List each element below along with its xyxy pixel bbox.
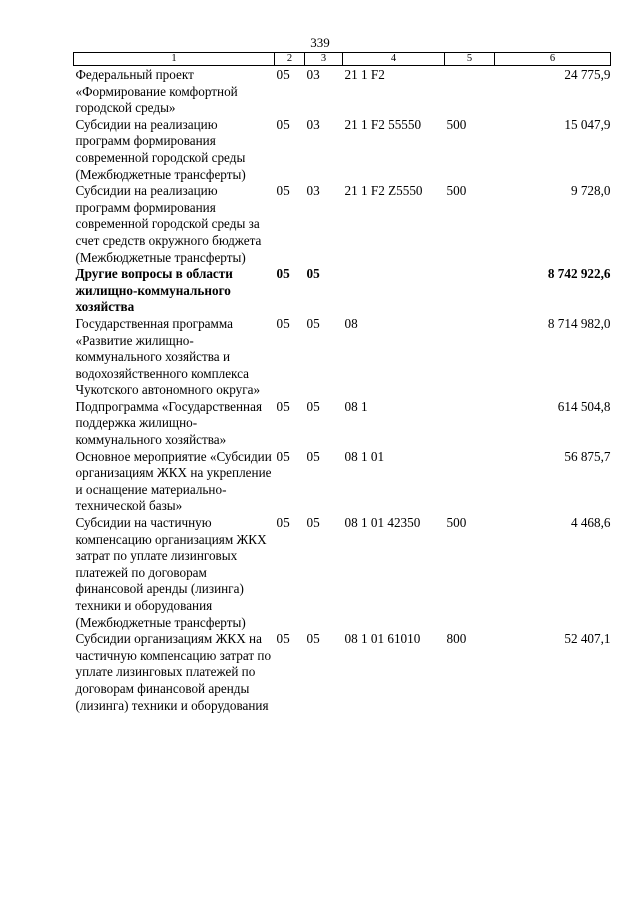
row-expense-type: 500 (446, 183, 467, 199)
table-row (74, 117, 611, 183)
table-row (74, 66, 611, 117)
table-body (74, 66, 611, 715)
row-section: 05 (276, 67, 290, 82)
row-section: 05 (276, 515, 290, 531)
row-subsection: 03 (306, 67, 320, 82)
table-row-bold (74, 266, 611, 316)
row-subsection: 05 (306, 448, 320, 464)
row-subsection: 03 (306, 183, 320, 199)
row-target-code: 08 1 (344, 398, 368, 414)
row-expense-type (445, 316, 495, 399)
row-target-code: 21 1 F2 (344, 67, 385, 82)
table-row (74, 515, 611, 631)
row-subsection: 05 (306, 266, 320, 282)
row-amount: 15 047,9 (564, 116, 611, 132)
table-header (74, 53, 611, 66)
row-target-code (343, 266, 445, 316)
row-amount: 614 504,8 (557, 398, 611, 414)
row-section: 05 (276, 183, 290, 199)
row-target-code: 08 1 01 42350 (344, 515, 421, 531)
row-target-code: 21 1 F2 Z5550 (344, 183, 423, 199)
row-section: 05 (276, 116, 290, 132)
row-section: 05 (276, 315, 290, 331)
row-section: 05 (276, 398, 290, 414)
table-row (74, 316, 611, 399)
table-row (74, 449, 611, 515)
row-name: Подпрограмма «Государственная поддержка жилищно-коммунального хозяйства» (75, 398, 263, 448)
row-name: Субсидии на частичную компенсацию организациям ЖКХ затрат по уплате лизинговых платежей по договорам финансовой аренды (лизинга) техники и оборудования (Межбюджетные трансферты) (75, 515, 267, 630)
table-row (74, 183, 611, 266)
row-section: 05 (276, 631, 290, 647)
row-expense-type (445, 449, 495, 515)
page-number: 339 (310, 35, 330, 50)
budget-table (73, 52, 611, 714)
row-amount: 56 875,7 (564, 448, 611, 464)
row-target-code: 21 1 F2 55550 (344, 116, 422, 132)
row-name: Основное мероприятие «Субсидии организациям ЖКХ на укрепление и оснащение материально-технической базы» (75, 448, 272, 514)
row-name: Федеральный проект «Формирование комфортной городской среды» (75, 67, 238, 116)
row-expense-type: 500 (446, 515, 467, 531)
column-header-5: 5 (445, 53, 495, 66)
row-name: Государственная программа «Развитие жилищно-коммунального хозяйства и водохозяйственного комплекса Чукотского автономного округа» (75, 315, 261, 398)
row-amount: 9 728,0 (570, 183, 611, 199)
table-row (74, 631, 611, 714)
row-subsection: 05 (306, 315, 320, 331)
row-expense-type (445, 399, 495, 449)
row-subsection: 05 (306, 631, 320, 647)
row-name: Субсидии на реализацию программ формирования современной городской среды за счет средств окружного бюджета (Межбюджетные трансферты) (75, 183, 262, 265)
row-target-code: 08 1 01 (344, 448, 385, 464)
row-section: 05 (276, 266, 290, 282)
row-expense-type: 800 (446, 631, 467, 647)
row-expense-type: 500 (446, 116, 467, 132)
row-name: Субсидии организациям ЖКХ на частичную компенсацию затрат по уплате лизинговых платежей по договорам финансовой аренды (лизинга) техники и оборудования (75, 631, 272, 713)
column-header-1: 1 (74, 53, 275, 66)
column-header-4: 4 (343, 53, 445, 66)
column-header-6: 6 (495, 53, 611, 66)
row-name: Другие вопросы в области жилищно-коммунального хозяйства (75, 266, 233, 315)
row-expense-type (445, 266, 495, 316)
column-header-2: 2 (275, 53, 305, 66)
row-subsection: 03 (306, 116, 320, 132)
column-header-3: 3 (305, 53, 343, 66)
row-amount: 8 714 982,0 (547, 315, 611, 331)
row-target-code: 08 1 01 61010 (344, 631, 421, 647)
row-subsection: 05 (306, 398, 320, 414)
row-amount: 24 775,9 (564, 67, 611, 82)
row-expense-type (445, 66, 495, 117)
row-name: Субсидии на реализацию программ формирования современной городской среды (Межбюджетные трансферты) (75, 116, 246, 182)
row-amount: 4 468,6 (570, 515, 611, 531)
row-amount: 8 742 922,6 (547, 266, 611, 282)
row-target-code: 08 (344, 315, 358, 331)
row-section: 05 (276, 448, 290, 464)
row-amount: 52 407,1 (564, 631, 611, 647)
table-row (74, 399, 611, 449)
row-subsection: 05 (306, 515, 320, 531)
